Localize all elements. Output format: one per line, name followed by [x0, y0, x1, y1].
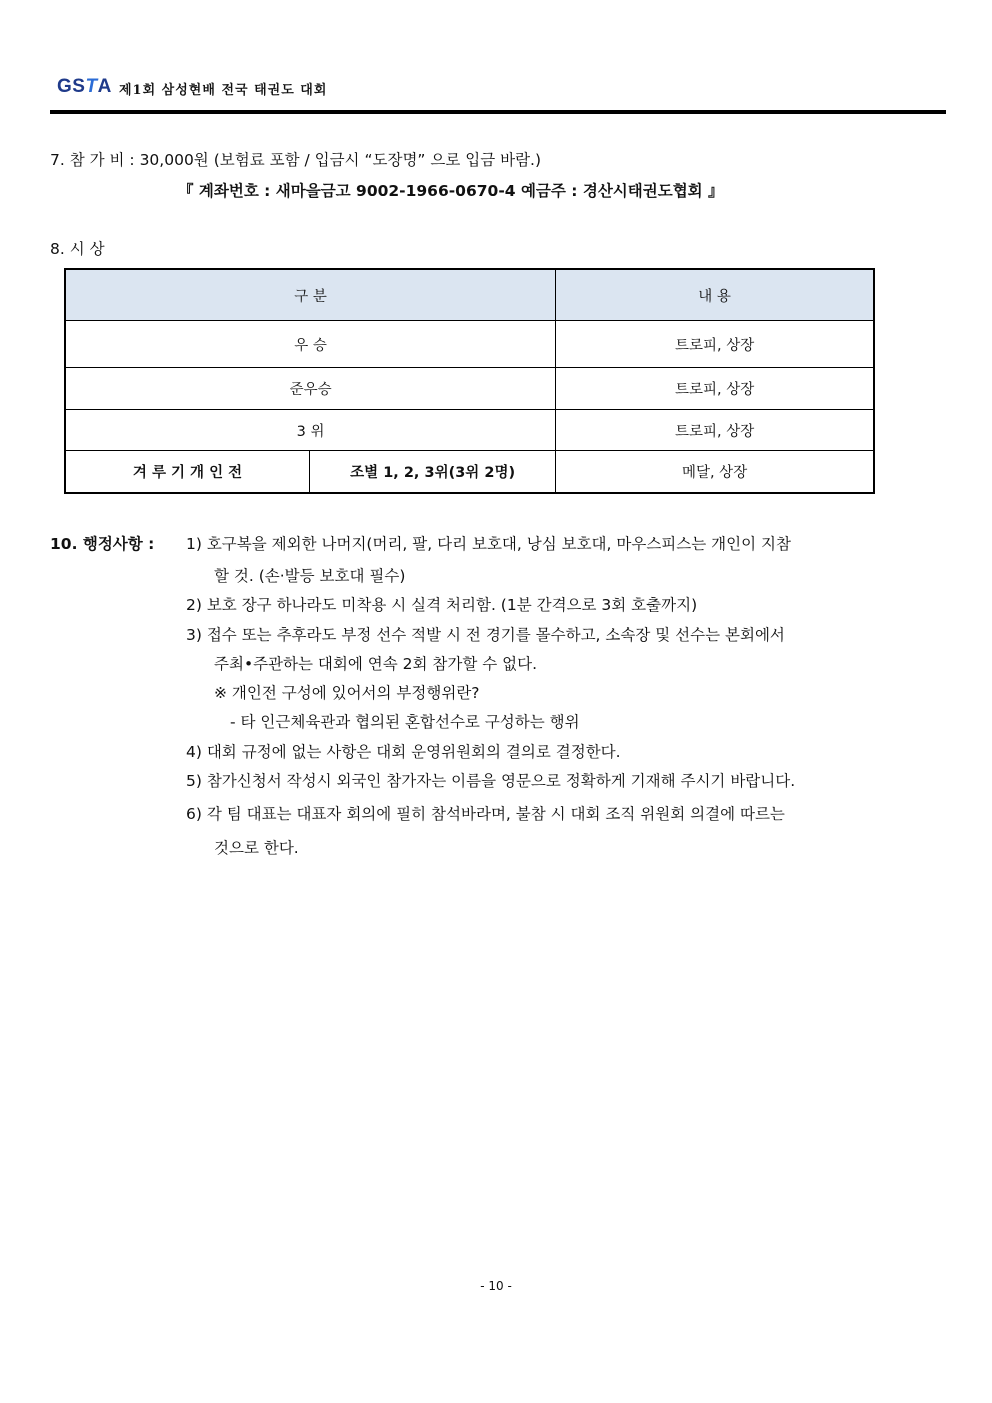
header-category: 구 분 — [65, 269, 556, 321]
table-row — [65, 368, 874, 410]
admin-item: 주최•주관하는 대회에 연속 2회 참가할 수 없다. — [214, 655, 538, 673]
fee-line: 7. 참 가 비 : 30,000원 (보험료 포함 / 입금시 “도장명” 으로 입금 바람.) — [50, 151, 542, 169]
admin-item: 1) 호구복을 제외한 나머지(머리, 팔, 다리 보호대, 낭심 보호대, 마우스피스는 개인이 지참 — [186, 535, 791, 553]
admin-note: - 타 인근체육관과 협의된 혼합선수로 구성하는 행위 — [230, 713, 580, 731]
row-content: 트로피, 상장 — [556, 410, 874, 451]
page-header — [57, 76, 947, 96]
table-row — [65, 321, 874, 368]
row-category: 겨 루 기 개 인 전 — [65, 451, 310, 494]
admin-item: 3) 접수 또는 추후라도 부정 선수 적발 시 전 경기를 몰수하고, 소속장 및 선수는 본회에서 — [186, 626, 785, 644]
header-title: 제1회 삼성현배 전국 태권도 대회 — [119, 83, 328, 98]
awards-heading: 8. 시 상 — [50, 240, 105, 258]
admin-note: ※ 개인전 구성에 있어서의 부정행위란? — [214, 684, 480, 702]
admin-item: 2) 보호 장구 하나라도 미착용 시 실격 처리함. (1분 간격으로 3회 호출까지) — [186, 596, 698, 614]
awards-table — [64, 268, 875, 494]
table-header-row — [65, 269, 874, 321]
row-label: 우 승 — [65, 321, 556, 368]
page-number: - 10 - — [480, 1279, 512, 1293]
admin-item: 5) 참가신청서 작성시 외국인 참가자는 이름을 영문으로 정확하게 기재해 주시기 바랍니다. — [186, 772, 796, 790]
admin-item: 것으로 한다. — [214, 839, 299, 857]
row-content: 메달, 상장 — [556, 451, 874, 494]
header-rule — [50, 110, 946, 114]
row-content: 트로피, 상장 — [556, 321, 874, 368]
gsta-logo: GSTA — [57, 76, 112, 97]
admin-heading: 10. 행정사항 : — [50, 535, 155, 553]
table-row — [65, 410, 874, 451]
admin-item: 6) 각 팀 대표는 대표자 회의에 필히 참석바라며, 불참 시 대회 조직 위원회 의결에 따르는 — [186, 805, 785, 823]
table-row — [65, 451, 874, 494]
row-content: 트로피, 상장 — [556, 368, 874, 410]
admin-item: 4) 대회 규정에 없는 사항은 대회 운영위원회의 결의로 결정한다. — [186, 743, 621, 761]
header-content: 내 용 — [556, 269, 874, 321]
row-label: 3 위 — [65, 410, 556, 451]
admin-item: 할 것. (손·발등 보호대 필수) — [214, 567, 406, 585]
row-detail: 조별 1, 2, 3위(3위 2명) — [310, 451, 556, 494]
row-label: 준우승 — [65, 368, 556, 410]
account-line: 『 계좌번호 : 새마을금고 9002-1966-0670-4 예금주 : 경산시태권도협회 』 — [178, 182, 724, 200]
